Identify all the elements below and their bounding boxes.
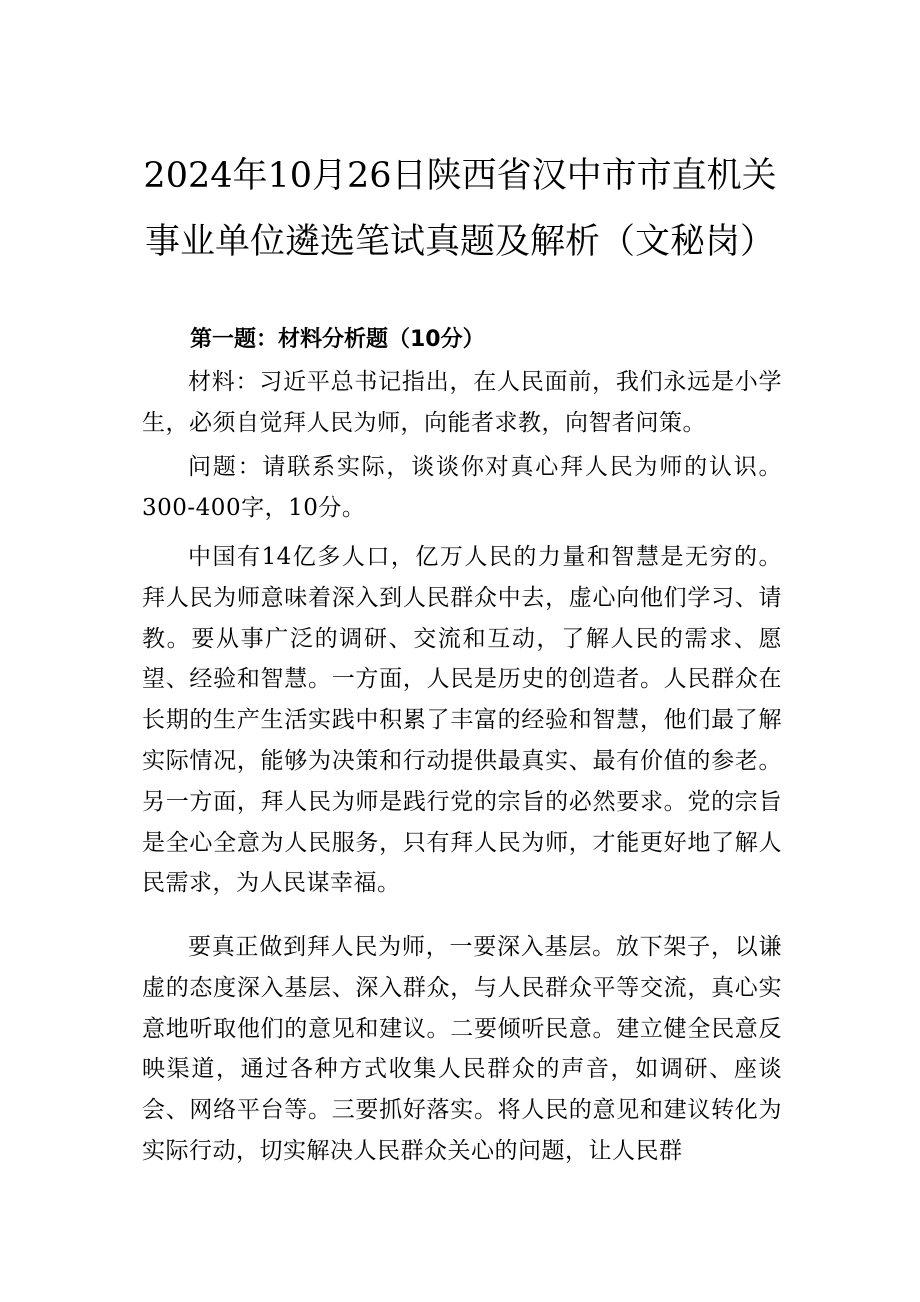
answer-paragraph-2: 要真正做到拜人民为师，一要深入基层。放下架子，以谦虚的态度深入基层、深入群众，与人民群众平等交流，真心实意地听取他们的意见和建议。二要倾听民意。建立健全民意反映渠道，通过各种方式收集人民群众的声音，如调研、座谈会、网络平台等。三要抓好落实。将人民的意见和建议转化为实际行动，切实解决人民群众关心的问题，让人民群 xyxy=(142,934,782,1164)
section-heading: 第一题：材料分析题（10分） xyxy=(190,327,485,352)
answer-paragraph-1: 中国有14亿多人口，亿万人民的力量和智慧是无穷的。拜人民为师意味着深入到人民群众中去，虚心向他们学习、请教。要从事广泛的调研、交流和互动，了解人民的需求、愿望、经验和智慧。一方面，人民是历史的创造者。人民群众在长期的生产生活实践中积累了丰富的经验和智慧，他们最了解实际情况，能够为决策和行动提供最真实、最有价值的参老。另一方面，拜人民为师是践行党的宗旨的必然要求。党的宗旨是全心全意为人民服务，只有拜人民为师，才能更好地了解人民需求，为人民谋幸福。 xyxy=(142,544,782,897)
material-paragraph: 材料：习近平总书记指出，在人民面前，我们永远是小学生，必须自觉拜人民为师，向能者求教，向智者问策。 xyxy=(142,369,782,436)
question-paragraph: 问题：请联系实际，谈谈你对真心拜人民为师的认识。300-400字，10分。 xyxy=(142,454,782,521)
document-title-line-1: 2024年10月26日陕西省汉中市市直机关 xyxy=(143,156,777,196)
document-title-line-2: 事业单位遴选笔试真题及解析（文秘岗） xyxy=(144,222,775,262)
